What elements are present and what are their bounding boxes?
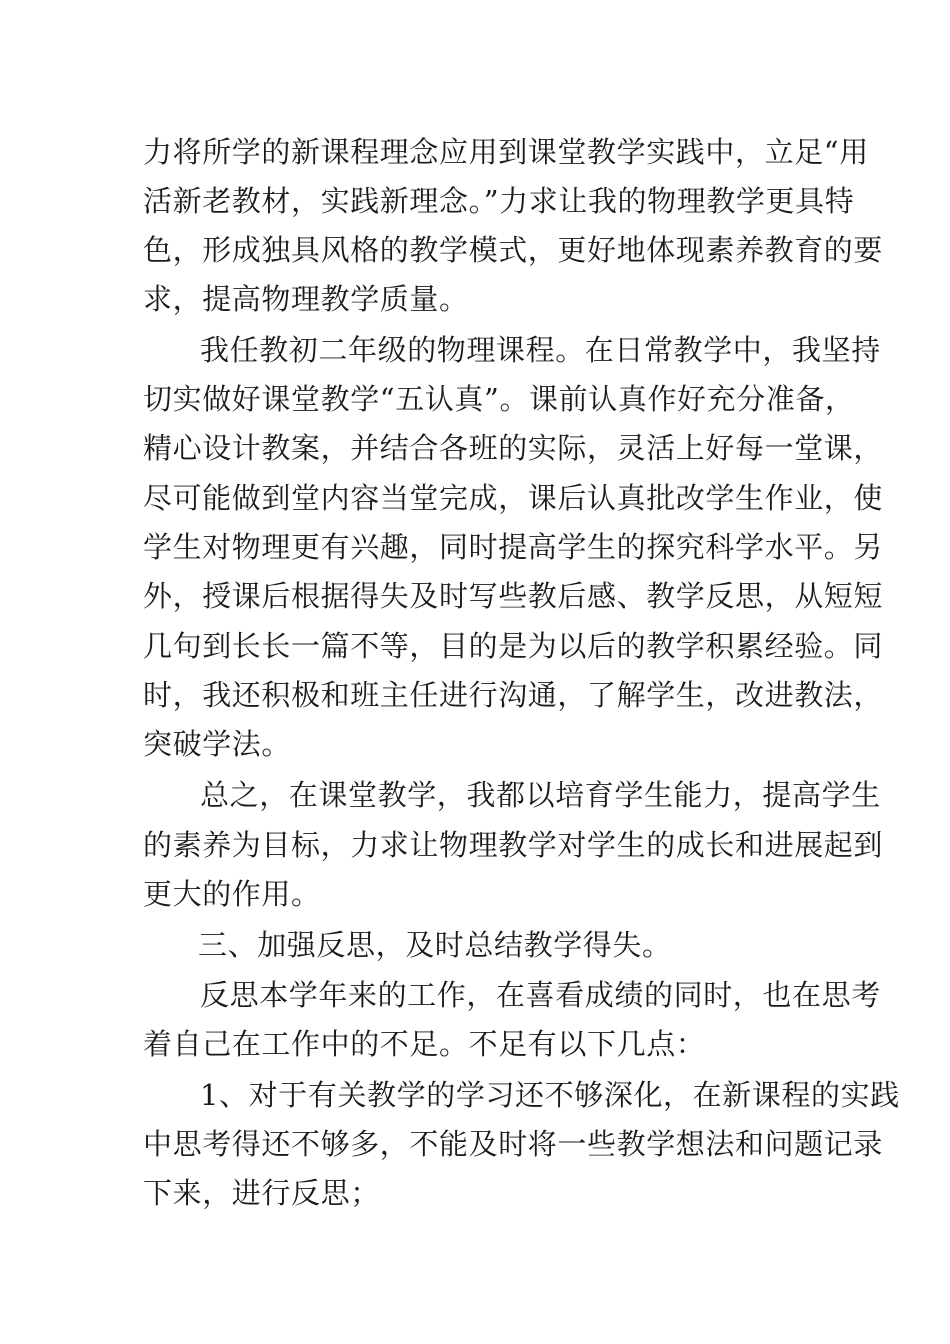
text-line: 切实做好课堂教学“五认真”。课前认真作好充分准备， [143,382,855,416]
text-line: 精心设计教案，并结合各班的实际，灵活上好每一堂课， [143,431,884,465]
paragraph-first-line: 总之，在课堂教学，我都以培育学生能力，提高学生 [200,778,881,812]
text-line: 色，形成独具风格的教学模式，更好地体现素养教育的要 [143,233,884,267]
text-line: 尽可能做到堂内容当堂完成，课后认真批改学生作业，使 [143,481,884,515]
text-line: 中思考得还不够多，不能及时将一些教学想法和问题记录 [143,1127,884,1161]
text-line: 求，提高物理教学质量。 [143,282,469,316]
section-heading: 三、加强反思，及时总结教学得失。 [198,928,672,962]
text-line: 突破学法。 [143,727,292,761]
paragraph-first-line: 反思本学年来的工作，在喜看成绩的同时，也在思考 [200,978,881,1012]
list-item-first-line: 1、对于有关教学的学习还不够深化，在新课程的实践 [200,1078,900,1112]
text-line: 时，我还积极和班主任进行沟通，了解学生，改进教法， [143,678,884,712]
paragraph-first-line: 我任教初二年级的物理课程。在日常教学中，我坚持 [200,333,881,367]
text-line: 外，授课后根据得失及时写些教后感、教学反思，从短短 [143,579,884,613]
text-line: 活新老教材，实践新理念。”力求让我的物理教学更具特 [143,184,855,218]
text-line: 更大的作用。 [143,877,321,911]
text-line: 的素养为目标，力求让物理教学对学生的成长和进展起到 [143,828,884,862]
text-line: 下来，进行反思； [143,1176,380,1210]
text-line: 几句到长长一篇不等，目的是为以后的教学积累经验。同 [143,629,884,663]
text-line: 着自己在工作中的不足。不足有以下几点： [143,1027,706,1061]
text-line: 力将所学的新课程理念应用到课堂教学实践中，立足“用 [143,135,869,169]
text-line: 学生对物理更有兴趣，同时提高学生的探究科学水平。另 [143,530,884,564]
